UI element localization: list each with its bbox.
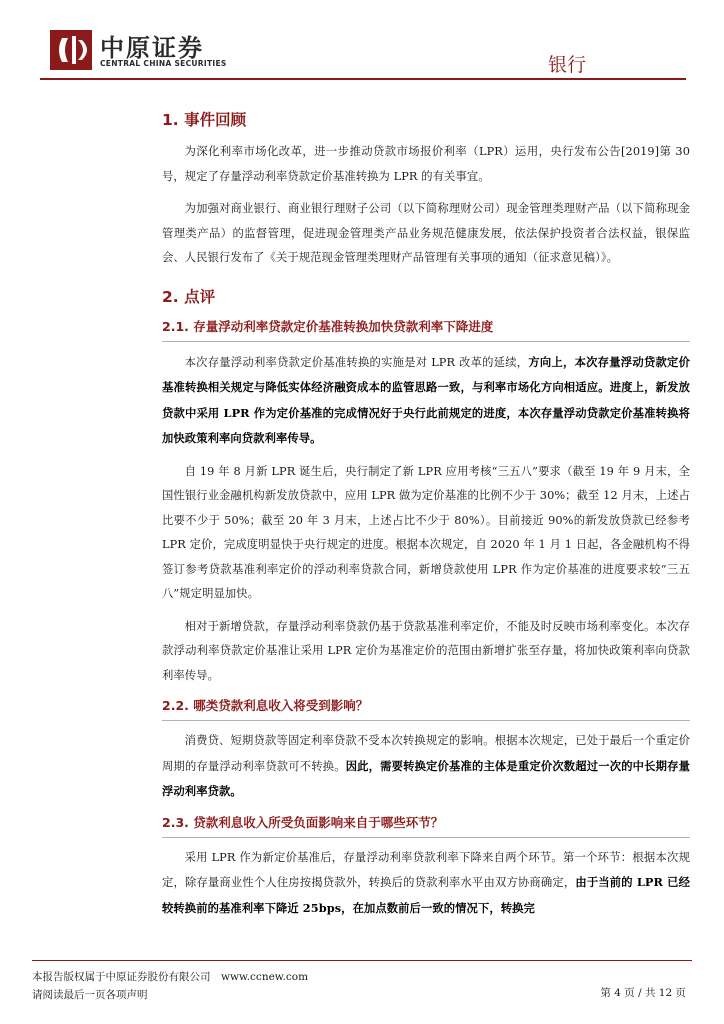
subsection-2-2-paragraph-1 <box>162 729 690 805</box>
paragraph-bold-text: 由于当前的 LPR 已经较转换前的基准利率下降近 25bps，在加点数前后一致的情况下，转换完 <box>162 875 690 915</box>
subsection-2-3-title: 2.3. 贷款利息收入所受负面影响来自于哪些环节？ <box>162 813 690 838</box>
company-logo-icon <box>48 26 96 74</box>
page-number: 第 4 页 / 共 12 页 <box>600 987 686 999</box>
footer-copyright: 本报告版权属于中原证券股份有限公司 www.ccnew.com <box>32 971 309 983</box>
footer-notes <box>32 968 308 1004</box>
report-body <box>162 94 690 929</box>
subsection-2-3-paragraph-1 <box>162 846 690 922</box>
section-1-title: 1. 事件回顾 <box>162 111 247 129</box>
sector-label: 银行 <box>547 54 586 76</box>
paragraph-text: 采用 LPR 作为新定价基准后，存量浮动利率贷款利率下降来自两个环节。第一个环节：根据本次规定，除存量商业性个人住房按揭贷款外，转换后的贷款利率水平由双方协商确定， <box>162 850 690 889</box>
logo-chinese-name: 中原证券 <box>100 34 204 62</box>
section-1-paragraph-2: 为加强对商业银行、商业银行理财子公司（以下简称理财公司）现金管理类理财产品（以下简称现金管理类产品）的监督管理，促进现金管理类产品业务规范健康发展，依法保护投资者合法权益，银保监会、人民银行发布了《关于规范现金管理类理财产品管理有关事项的通知（征求意见稿）》。 <box>162 202 690 264</box>
paragraph-text: 本次存量浮动利率贷款定价基准转换的实施是对 LPR 改革的延续， <box>184 355 529 369</box>
subsection-2-1-paragraph-3: 相对于新增贷款，存量浮动利率贷款仍基于贷款基准利率定价，不能及时反映市场利率变化。本次存款浮动利率贷款定价基准让采用 LPR 定价为基准定价的范围由新增扩张至存量，将加快政策利率向贷款利率传导。 <box>162 619 690 682</box>
page-header <box>0 0 724 80</box>
subsection-2-2-title: 2.2. 哪类贷款利息收入将受到影响？ <box>162 696 690 721</box>
paragraph-text: 消费贷、短期贷款等固定利率贷款不受本次转换规定的影响。根据本次规定，已处于最后一个重定价周期的存量浮动利率贷款可不转换。 <box>162 734 690 773</box>
subsection-2-1-title: 2.1. 存量浮动利率贷款定价基准转换加快贷款利率下降进度 <box>162 317 690 342</box>
subsection-2-1-paragraph-2: 自 19 年 8 月新 LPR 诞生后，央行制定了新 LPR 应用考核“三五八”要求（截至 19 年 9 月末，全国性银行业金融机构新发放贷款中，应用 LPR 做为定价基准的比例不少于 30%；截至 12 月末，上述占比要不少于 50%；截至 20 年 3 月末，上述占比不少于 80%）。目前接近 90%的新发放贷款已经参考 LPR 定价，完成度明显快于央行规定的进度。根据本次规定，自 2020 年 1 月 1 日起，各金融机构不得签订参考贷款基准利率定价的浮动利率贷款合同，新增贷款使用 LPR 作为定价基准的进度要求较“三五八”规定明显加快。 <box>162 464 690 600</box>
section-1-paragraph-1: 为深化利率市场化改革，进一步推动贷款市场报价利率（LPR）运用，央行发布公告[2019]第 30 号，规定了存量浮动利率贷款定价基准转换为 LPR 的有关事宜。 <box>162 145 690 183</box>
header-divider <box>40 78 686 80</box>
paragraph-bold-text: 方向上，本次存量浮动贷款定价基准转换相关规定与降低实体经济融资成本的监管思路一致，与利率市场化方向相适应。进度上，新发放贷款中采用 LPR 作为定价基准的完成情况好于央行此前规定的进度，本次存量浮动贷款定价基准转换将加快政策利率向贷款利率传导。 <box>162 354 690 445</box>
footer-divider <box>32 960 692 961</box>
section-2-title: 2. 点评 <box>162 287 216 306</box>
subsection-2-1-paragraph-1 <box>162 350 690 452</box>
paragraph-bold-text: 因此，需要转换定价基准的主体是重定价次数超过一次的中长期存量浮动利率贷款。 <box>162 758 690 798</box>
logo-english-name: CENTRAL CHINA SECURITIES <box>100 59 227 68</box>
footer-disclaimer: 请阅读最后一页各项声明 <box>32 989 148 1001</box>
